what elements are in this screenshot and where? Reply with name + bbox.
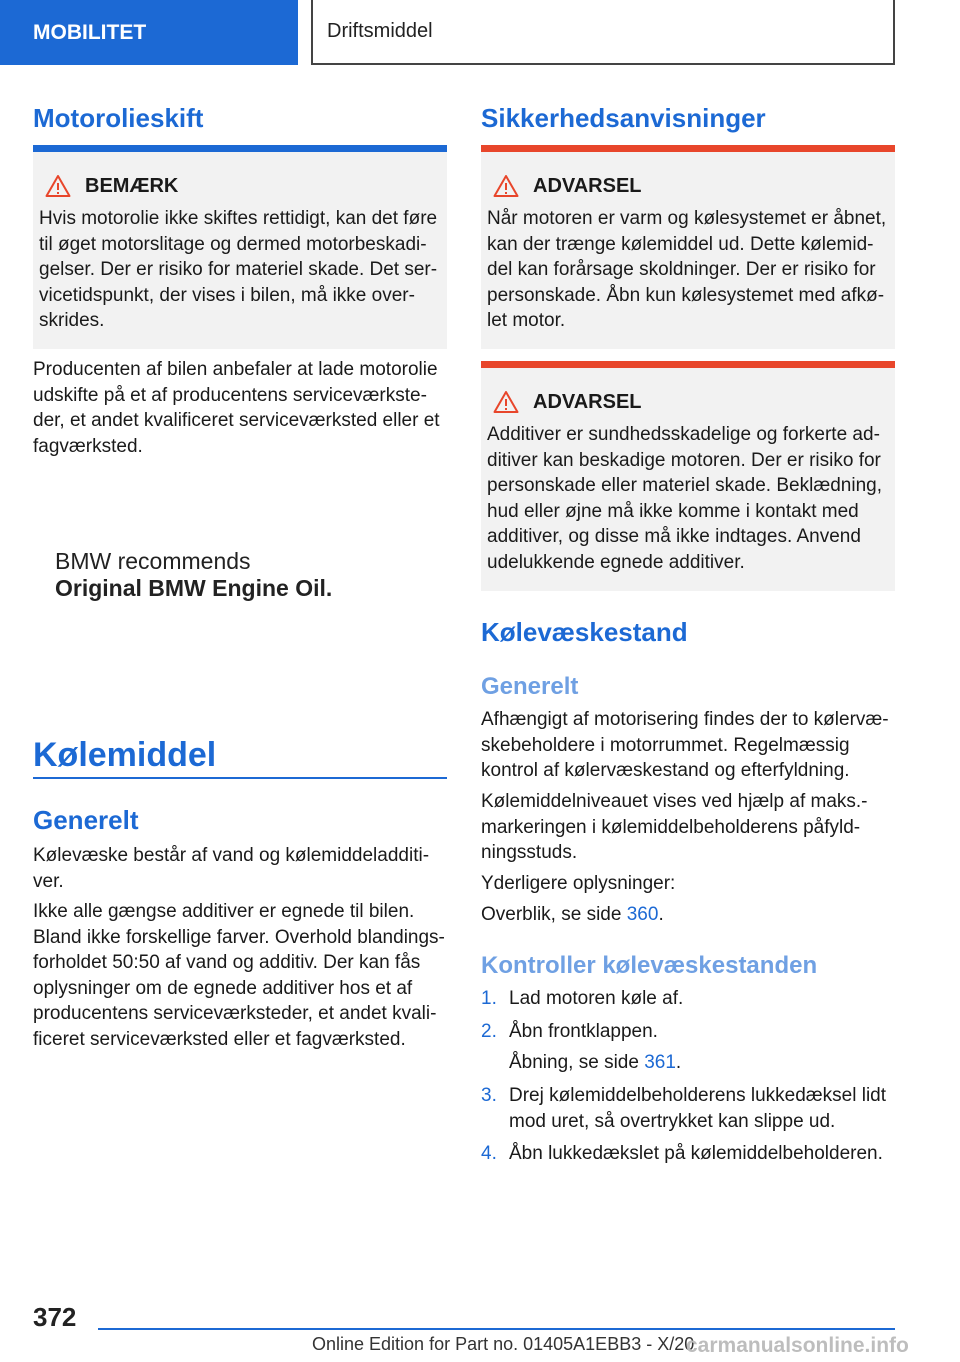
notice-box bbox=[33, 145, 447, 349]
more-info-label: Yderligere oplysninger: bbox=[481, 873, 676, 894]
step-text: Lad motoren køle af. bbox=[509, 988, 684, 1009]
coolant-level-heading: Kølevæskestand bbox=[481, 617, 688, 647]
warning-triangle-icon bbox=[493, 174, 519, 198]
level-paragraph-1: Afhængigt af motorisering findes der to kølervæ-skebeholdere i motorrummet. Regelmæssig kontrol af kølervæskestand og efterfyldning. bbox=[481, 709, 889, 781]
step-number: 4. bbox=[481, 1143, 497, 1164]
section-tab bbox=[0, 0, 298, 65]
warning-label-1: ADVARSEL bbox=[533, 174, 642, 197]
motor-oil-heading: Motorolieskift bbox=[33, 103, 204, 133]
overview-prefix: Overblik, se side bbox=[481, 904, 627, 925]
warning-text-2: Additiver er sundhedsskadelige og forkerte ad-ditiver kan beskadige motoren. Der er risiko for personskade eller materiel skade. Beklædning, hud eller øjne må ikke komme i kontakt med additiver, og disse må ikke indtages. Anvend udelukkende egnede additiver. bbox=[487, 424, 882, 573]
page-number: 372 bbox=[33, 1302, 77, 1332]
overview-page-link[interactable]: 360 bbox=[626, 904, 659, 925]
level-paragraph-2: Kølemiddelniveauet vises ved hjælp af maks.-markeringen i kølemiddelbeholderens påfyld-ningsstuds. bbox=[481, 791, 868, 863]
footer-rule bbox=[98, 1328, 895, 1330]
warning-text-1: Når motoren er varm og kølesystemet er åbnet, kan der trænge kølemiddel ud. Dette kølemid-del kan forårsage skoldninger. Der er risiko for personskade. Åbn kun kølesystemet med afkø-let motor. bbox=[487, 208, 887, 331]
safety-heading: Sikkerhedsanvisninger bbox=[481, 103, 766, 133]
coolant-paragraph-1: Kølevæske består af vand og kølemiddeladditi-ver. bbox=[33, 845, 430, 892]
warning-header-2 bbox=[493, 390, 887, 414]
warning-triangle-icon bbox=[45, 174, 71, 198]
coolant-heading: Kølemiddel bbox=[33, 736, 217, 774]
overview-suffix: . bbox=[658, 904, 664, 925]
notice-label: BEMÆRK bbox=[85, 174, 179, 197]
opening-prefix: Åbning, se side bbox=[509, 1052, 645, 1073]
overview-reference bbox=[481, 902, 895, 928]
oil-logo-line1: BMW recommends bbox=[55, 548, 251, 574]
chapter-title: Driftsmiddel bbox=[327, 20, 433, 42]
notice-header bbox=[45, 174, 439, 198]
opening-reference bbox=[509, 1050, 895, 1076]
edition-text: Online Edition for Part no. 01405A1EBB3 - X/20 bbox=[312, 1334, 695, 1354]
warning-header-1 bbox=[493, 174, 887, 198]
notice-text: Hvis motorolie ikke skiftes rettidigt, kan det føre til øget motorslitage og dermed motorbeskadi-gelser. Der er risiko for materiel skade. Det ser-vicetidspunkt, der vises i bilen, må ikke over-skrides. bbox=[39, 208, 438, 331]
coolant-heading-rule bbox=[33, 777, 447, 779]
manufacturer-paragraph: Producenten af bilen anbefaler at lade motorolie udskifte på et af producentens serviceværkste-der, et andet kvalificeret serviceværksted eller et fagværksted. bbox=[33, 359, 440, 457]
oil-logo-line2: Original BMW Engine Oil. bbox=[55, 575, 333, 601]
watermark: carmanualsonline.info bbox=[686, 1334, 909, 1357]
general-heading-left: Generelt bbox=[33, 805, 139, 835]
general-heading-right: Generelt bbox=[481, 673, 579, 700]
warning-triangle-icon bbox=[493, 390, 519, 414]
warning-box-2 bbox=[481, 361, 895, 591]
step-number: 3. bbox=[481, 1085, 497, 1106]
coolant-paragraph-2: Ikke alle gængse additiver er egnede til bilen. Bland ikke forskellige farver. Overhold blandings-forholdet 50:50 af vand og additiv. Der kan fås oplysninger om de egnede additiver hos et af producentens serviceværksteder, et andet kvali-ficeret serviceværksted eller et fagværksted. bbox=[33, 901, 445, 1050]
warning-box-1 bbox=[481, 145, 895, 349]
step-number: 1. bbox=[481, 988, 497, 1009]
section-label: MOBILITET bbox=[33, 20, 147, 44]
opening-page-link[interactable]: 361 bbox=[644, 1052, 676, 1073]
oil-logo bbox=[55, 548, 332, 602]
step-text: Åbn frontklappen. bbox=[509, 1021, 658, 1042]
step-number: 2. bbox=[481, 1021, 497, 1042]
step-text: Drej kølemiddelbeholderens lukkedæksel lidt mod uret, så overtrykket kan slippe ud. bbox=[509, 1085, 887, 1132]
control-heading: Kontroller kølevæskestanden bbox=[481, 952, 818, 979]
opening-suffix: . bbox=[675, 1052, 682, 1073]
chapter-title-box bbox=[311, 0, 895, 65]
warning-label-2: ADVARSEL bbox=[533, 390, 642, 413]
step-text: Åbn lukkedækslet på kølemiddelbeholderen. bbox=[509, 1143, 883, 1164]
